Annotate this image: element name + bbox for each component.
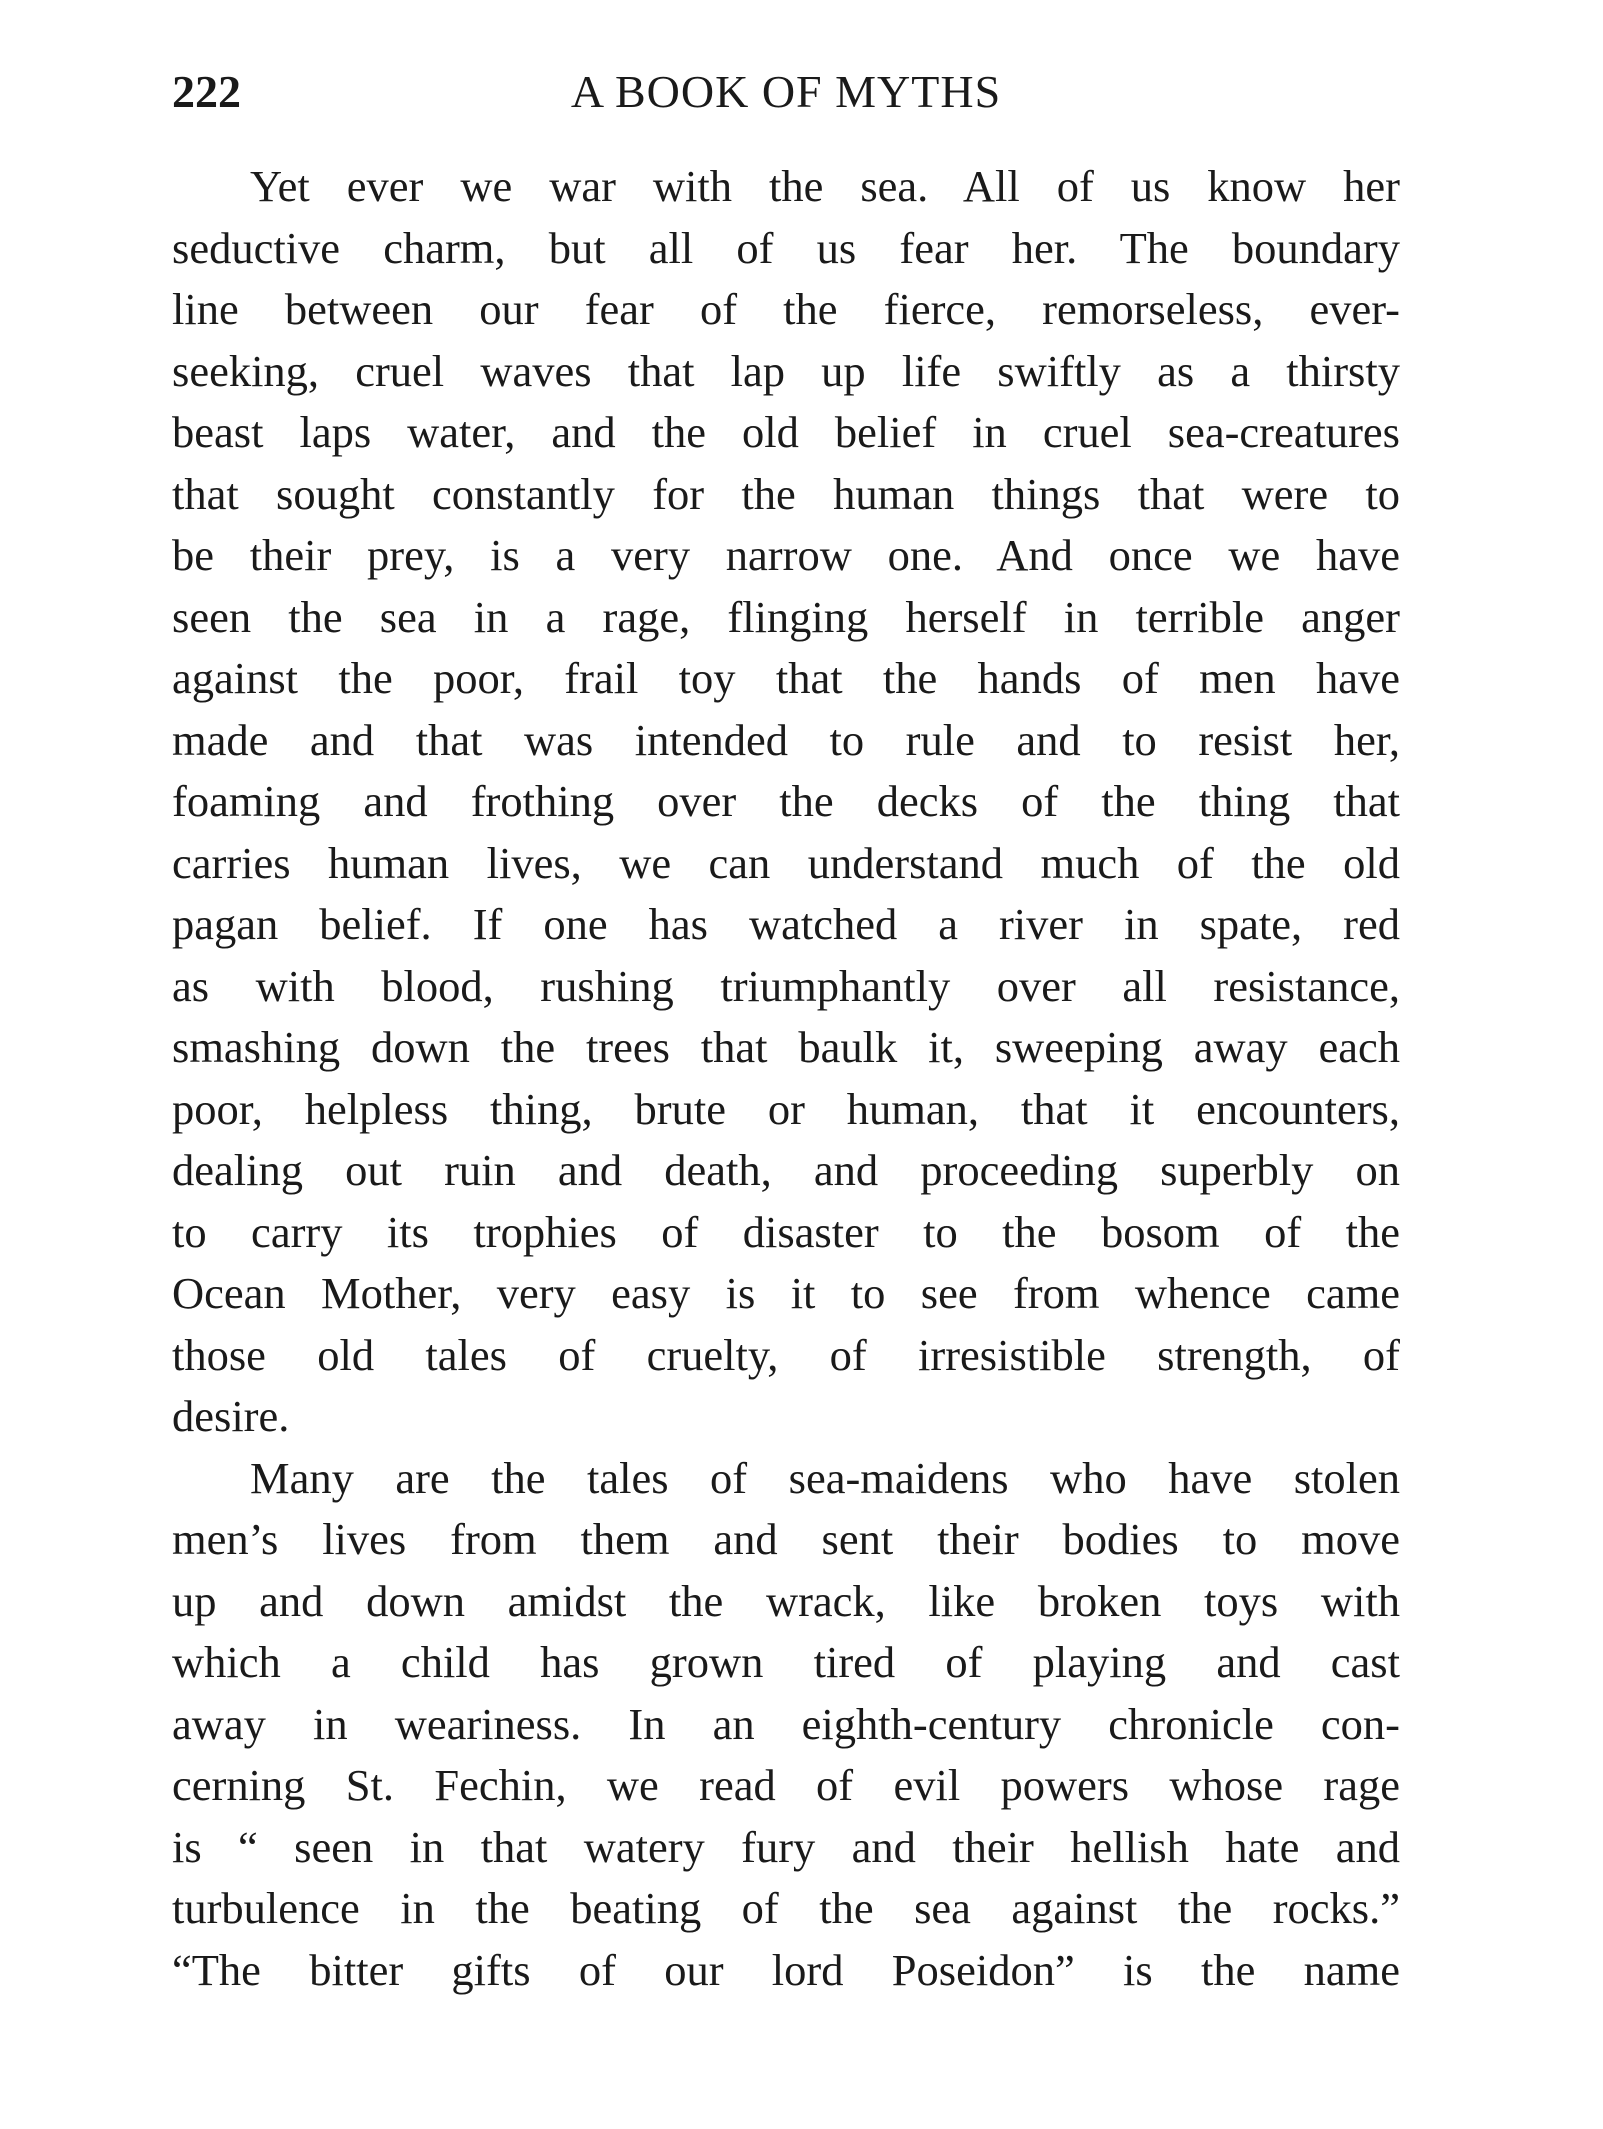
text-line: smashing down the trees that baulk it, sweeping away each (172, 1022, 1400, 1072)
text-line: against the poor, frail toy that the hands of men have (172, 653, 1400, 703)
text-line: up and down amidst the wrack, like broken toys with (172, 1575, 1400, 1626)
text-line: beast laps water, and the old belief in cruel sea-creatures (172, 407, 1400, 457)
text-line: Ocean Mother, very easy is it to see from whence came (172, 1268, 1400, 1318)
text-line: line between our fear of the fierce, remorseless, ever- (172, 284, 1400, 334)
text-line: desire. (172, 1391, 290, 1441)
page-number: 222 (172, 66, 241, 117)
text-line: Many are the tales of sea-maidens who have stolen (250, 1452, 1400, 1503)
text-line: carries human lives, we can understand much of the old (172, 837, 1400, 888)
text-line: foaming and frothing over the decks of the thing that (172, 776, 1400, 826)
text-line: those old tales of cruelty, of irresistible strength, of (172, 1329, 1400, 1380)
text-line: seeking, cruel waves that lap up life swiftly as a thirsty (172, 345, 1400, 396)
text-line: dealing out ruin and death, and proceeding superbly on (172, 1145, 1400, 1195)
text-line: which a child has grown tired of playing and cast (172, 1637, 1400, 1687)
text-line: as with blood, rushing triumphantly over all resistance, (172, 960, 1400, 1011)
text-line: men’s lives from them and sent their bodies to move (172, 1514, 1400, 1564)
text-line: made and that was intended to rule and to resist her, (172, 714, 1400, 765)
text-line: “The bitter gifts of our lord Poseidon” is the name (172, 1944, 1400, 1995)
text-line: cerning St. Fechin, we read of evil powers whose rage (172, 1760, 1400, 1810)
text-line: turbulence in the beating of the sea against the rocks.” (172, 1883, 1400, 1933)
text-line: is “ seen in that watery fury and their hellish hate and (172, 1821, 1400, 1872)
text-line: to carry its trophies of disaster to the bosom of the (172, 1206, 1400, 1257)
text-line: Yet ever we war with the sea. All of us know her (250, 161, 1400, 211)
running-head (172, 62, 1400, 122)
book-title: A BOOK OF MYTHS (570, 66, 1002, 117)
text-line: poor, helpless thing, brute or human, that it encounters, (172, 1083, 1400, 1134)
body-text (172, 156, 1400, 2001)
text-line: pagan belief. If one has watched a river in spate, red (172, 899, 1400, 949)
paragraph-sea-war (172, 156, 1400, 1448)
text-line: seen the sea in a rage, flinging herself in terrible anger (172, 591, 1400, 642)
text-line: be their prey, is a very narrow one. And once we have (172, 530, 1400, 580)
text-line: seductive charm, but all of us fear her. The boundary (172, 222, 1400, 273)
text-line: that sought constantly for the human things that were to (172, 468, 1400, 519)
paragraph-sea-maidens (172, 1448, 1400, 2002)
text-line: away in weariness. In an eighth-century chronicle con- (172, 1698, 1400, 1749)
